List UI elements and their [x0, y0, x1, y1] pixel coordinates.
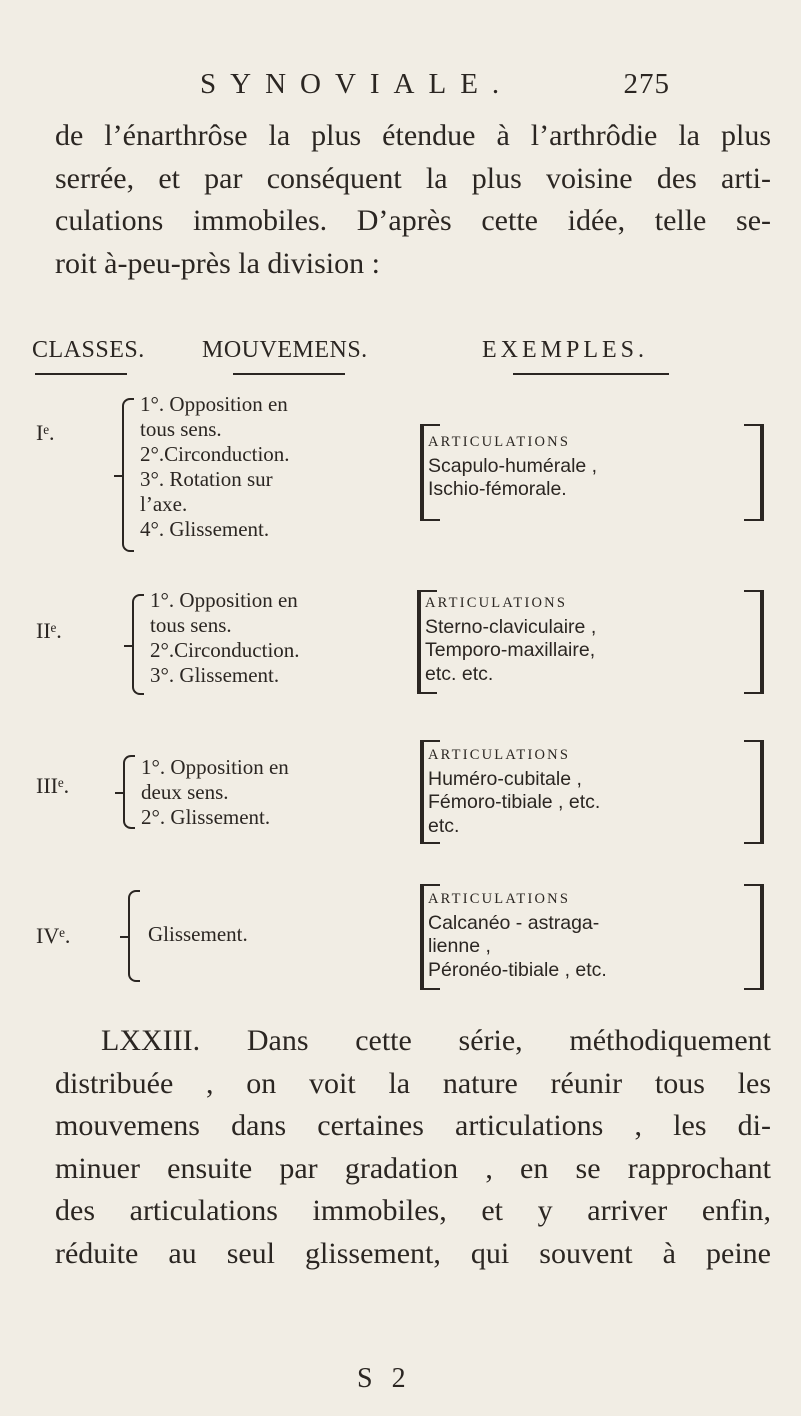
running-title: SYNOVIALE.	[200, 68, 514, 100]
brace-icon	[132, 594, 144, 695]
example-item: Fémoro-tibiale , etc.	[428, 791, 601, 813]
movement-item: 4°. Glissement.	[140, 517, 270, 541]
movement-item: 3°. Rotation sur	[140, 467, 273, 491]
examples-heading: ARTICULATIONS	[428, 891, 571, 907]
examples-heading: ARTICULATIONS	[425, 595, 568, 611]
signature-mark: S 2	[357, 1363, 412, 1394]
example-item: Temporo-maxillaire,	[425, 639, 596, 661]
movement-item: 3°. Glissement.	[150, 663, 280, 687]
examples-list	[428, 431, 597, 502]
text-line: mouvemens dans certaines articulations , les di-	[55, 1109, 771, 1142]
example-item: etc.	[428, 814, 460, 837]
brace-icon	[122, 398, 134, 552]
page-number: 275	[623, 68, 670, 100]
rule-mouvemens	[233, 373, 345, 375]
text-line: minuer ensuite par gradation , en se rapprochant	[55, 1151, 771, 1185]
right-bracket-icon	[744, 740, 764, 844]
text-line: serrée, et par conséquent la plus voisine des arti-	[55, 161, 771, 195]
movement-item: 2°. Glissement.	[141, 805, 271, 829]
closing-paragraph	[55, 1020, 771, 1275]
movement-item: 1°. Opposition en	[150, 588, 298, 612]
examples-list	[425, 592, 596, 686]
example-item: Scapulo-humérale ,	[428, 454, 598, 477]
example-item: Péronéo-tibiale , etc.	[428, 958, 607, 981]
intro-paragraph	[55, 115, 771, 285]
class-number: IVᵉ.	[36, 923, 71, 948]
examples-list	[428, 744, 600, 838]
right-bracket-icon	[744, 884, 764, 990]
text-line: réduite au seul glissement, qui souvent à peine	[55, 1236, 771, 1270]
example-item: Calcanéo - astraga-	[428, 911, 600, 934]
brace-icon	[128, 890, 140, 982]
movement-item: l’axe.	[140, 492, 188, 516]
movements-list	[141, 755, 289, 830]
movements-list	[148, 922, 248, 947]
header-mouvemens: MOUVEMENS.	[202, 337, 368, 363]
movement-item: Glissement.	[148, 922, 248, 946]
examples-list	[428, 888, 607, 982]
rule-exemples	[513, 373, 669, 375]
class-number: IIᵉ.	[36, 618, 62, 643]
rule-classes	[35, 373, 127, 375]
movement-item: 2°.Circonduction.	[140, 442, 290, 466]
right-bracket-icon	[744, 424, 764, 521]
example-item: Ischio-fémorale.	[428, 478, 567, 500]
examples-heading: ARTICULATIONS	[428, 434, 571, 450]
example-item: etc. etc.	[425, 662, 494, 685]
movements-list	[150, 588, 300, 688]
class-number: Iᵉ.	[36, 420, 55, 445]
example-item: Sterno-claviculaire ,	[425, 615, 597, 638]
right-bracket-icon	[744, 590, 764, 694]
movement-item: 2°.Circonduction.	[150, 638, 300, 662]
header-exemples: EXEMPLES.	[482, 337, 649, 363]
movement-item: deux sens.	[141, 780, 229, 804]
movements-list	[140, 392, 290, 542]
text-line: des articulations immobiles, et y arriver enfin,	[55, 1194, 771, 1227]
example-item: lienne ,	[428, 935, 491, 957]
text-line: LXXIII. Dans cette série, méthodiquement	[101, 1024, 771, 1057]
movement-item: 1°. Opposition en	[141, 755, 289, 779]
example-item: Huméro-cubitale ,	[428, 767, 582, 790]
running-head	[200, 68, 670, 101]
text-line: culations immobiles. D’après cette idée, telle se-	[55, 204, 771, 237]
brace-icon	[123, 755, 135, 829]
text-line: de l’énarthrôse la plus étendue à l’arthrôdie la plus	[55, 119, 771, 152]
movement-item: tous sens.	[150, 613, 232, 637]
movement-item: 1°. Opposition en	[140, 392, 288, 416]
class-number: IIIᵉ.	[36, 773, 70, 798]
examples-heading: ARTICULATIONS	[428, 747, 571, 763]
movement-item: tous sens.	[140, 417, 222, 441]
header-classes: CLASSES.	[32, 337, 145, 363]
text-line: roit à-peu-près la division :	[55, 246, 380, 280]
text-line: distribuée , on voit la nature réunir tous les	[55, 1066, 771, 1100]
